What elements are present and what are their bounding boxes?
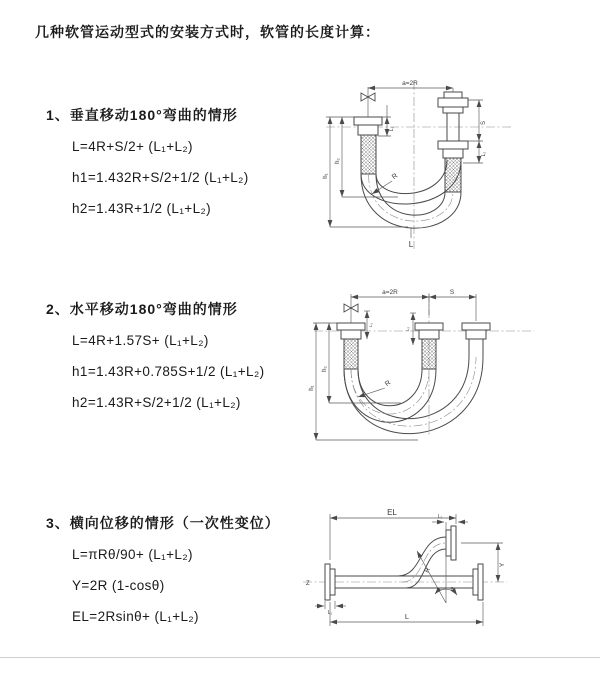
length-callout xyxy=(409,228,414,249)
formula-line: h2=1.43R+1/2 (L₁+L₂) xyxy=(72,201,212,216)
dim-label-a2r: a=2R xyxy=(382,289,398,296)
dimension-h1 xyxy=(309,323,418,440)
section-vertical-bend xyxy=(46,106,326,217)
diagram-lateral-displacement xyxy=(295,498,567,638)
flange-fitting xyxy=(438,141,468,149)
formula-line: h1=1.43R+0.785S+1/2 (L₁+L₂) xyxy=(72,364,265,379)
diagram-horizontal-bend xyxy=(306,285,544,455)
dim-label-l1: L₁ xyxy=(389,126,395,132)
dim-label-l: L xyxy=(404,612,410,621)
flange-fitting xyxy=(330,569,335,595)
diagram-vertical-bend xyxy=(310,75,525,255)
section-horizontal-bend xyxy=(46,300,326,411)
page-title: 几种软管运动型式的安装方式时，软管的长度计算： xyxy=(35,24,380,40)
flange-fitting xyxy=(473,569,478,595)
dimension-s xyxy=(468,100,487,141)
section-heading: 3、横向位移的情形（一次性变位） xyxy=(46,515,280,531)
dim-label-theta: θ xyxy=(450,587,454,593)
section-heading: 1、垂直移动180°弯曲的情形 xyxy=(46,107,238,123)
radius-callout xyxy=(417,522,446,603)
left-hose-end xyxy=(354,117,382,174)
formula-list xyxy=(72,333,326,411)
hose-s-curve xyxy=(398,537,446,588)
dim-label-r: R xyxy=(423,566,432,575)
dimension-l xyxy=(327,602,483,626)
formula-line: EL=2Rsinθ+ (L₁+L₂) xyxy=(72,609,199,624)
dim-label-l2: L₂ xyxy=(405,326,410,332)
flange-fitting xyxy=(443,149,463,158)
braided-hose xyxy=(344,339,358,369)
dim-label-l1: L₁ xyxy=(327,610,333,616)
page-bottom-rule xyxy=(0,657,600,658)
flange-fitting xyxy=(462,323,490,330)
dim-label-h1: h₁ xyxy=(309,385,315,391)
dimension-l2 xyxy=(405,313,416,345)
dim-label-el: EL xyxy=(387,508,397,517)
formula-list xyxy=(72,139,326,217)
dim-label-l1: L₁ xyxy=(368,322,373,328)
dim-label-h1: h₁ xyxy=(323,173,329,179)
flange-fitting xyxy=(415,323,443,330)
section-heading: 2、水平移动180°弯曲的情形 xyxy=(46,301,238,317)
formula-line: h1=1.432R+S/2+1/2 (L₁+L₂) xyxy=(72,170,249,185)
dim-label-r: R xyxy=(384,379,393,389)
dim-label-l2: L₂ xyxy=(481,151,487,157)
valve-icon xyxy=(361,87,375,117)
flange-fitting xyxy=(451,526,456,560)
dimension-l1 xyxy=(315,601,346,616)
dim-label-l: L xyxy=(408,240,414,249)
flange-fitting xyxy=(354,117,382,125)
flange-fitting xyxy=(443,107,463,113)
flange-fitting xyxy=(358,125,378,135)
right-flange-lower xyxy=(473,564,483,600)
formula-line: L=4R+1.57S+ (L₁+L₂) xyxy=(72,333,209,348)
braided-hose xyxy=(361,135,376,174)
dimension-top xyxy=(368,80,453,92)
dim-label-y: Y xyxy=(499,562,506,568)
braided-hose xyxy=(422,339,436,369)
formula-list xyxy=(72,547,326,625)
formula-line: h2=1.43R+S/2+1/2 (L₁+L₂) xyxy=(72,395,241,410)
valve-icon xyxy=(344,294,358,323)
flange-fitting xyxy=(419,330,439,339)
flange-fitting xyxy=(446,530,451,556)
formula-line: Y=2R (1-cosθ) xyxy=(72,578,165,593)
flange-fitting xyxy=(466,330,486,339)
axis-mark: Z xyxy=(306,581,310,587)
dim-label-l2: L₂ xyxy=(437,514,443,520)
middle-hose-end xyxy=(415,323,443,369)
dim-label-s: S xyxy=(449,289,455,296)
formula-line: L=πRθ/90+ (L₁+L₂) xyxy=(72,547,193,562)
dim-label-a2r: a=2R xyxy=(402,80,418,87)
dim-label-h2: h₂ xyxy=(335,158,341,164)
flange-fitting xyxy=(337,323,365,330)
dim-label-r: R xyxy=(391,172,400,182)
centerlines xyxy=(326,81,512,249)
right-hose-end-upper xyxy=(438,92,468,141)
dim-label-s: S xyxy=(481,120,487,126)
right-hose-end-moved xyxy=(462,323,490,357)
dim-label-h2: h₂ xyxy=(322,366,328,372)
formula-line: L=4R+S/2+ (L₁+L₂) xyxy=(72,139,193,154)
flange-fitting xyxy=(438,98,468,107)
flange-fitting xyxy=(444,92,462,98)
hose-u-curves xyxy=(344,357,483,434)
flange-fitting xyxy=(325,564,330,600)
left-flange xyxy=(325,564,335,600)
left-hose-end xyxy=(337,323,365,369)
flange-fitting xyxy=(341,330,361,339)
dimension-top-a xyxy=(351,289,476,321)
flange-fitting xyxy=(478,564,483,600)
section-lateral-displacement xyxy=(46,514,326,625)
right-flange-upper xyxy=(446,526,456,560)
radius-callout xyxy=(358,379,392,397)
dimension-top-s xyxy=(429,289,476,297)
